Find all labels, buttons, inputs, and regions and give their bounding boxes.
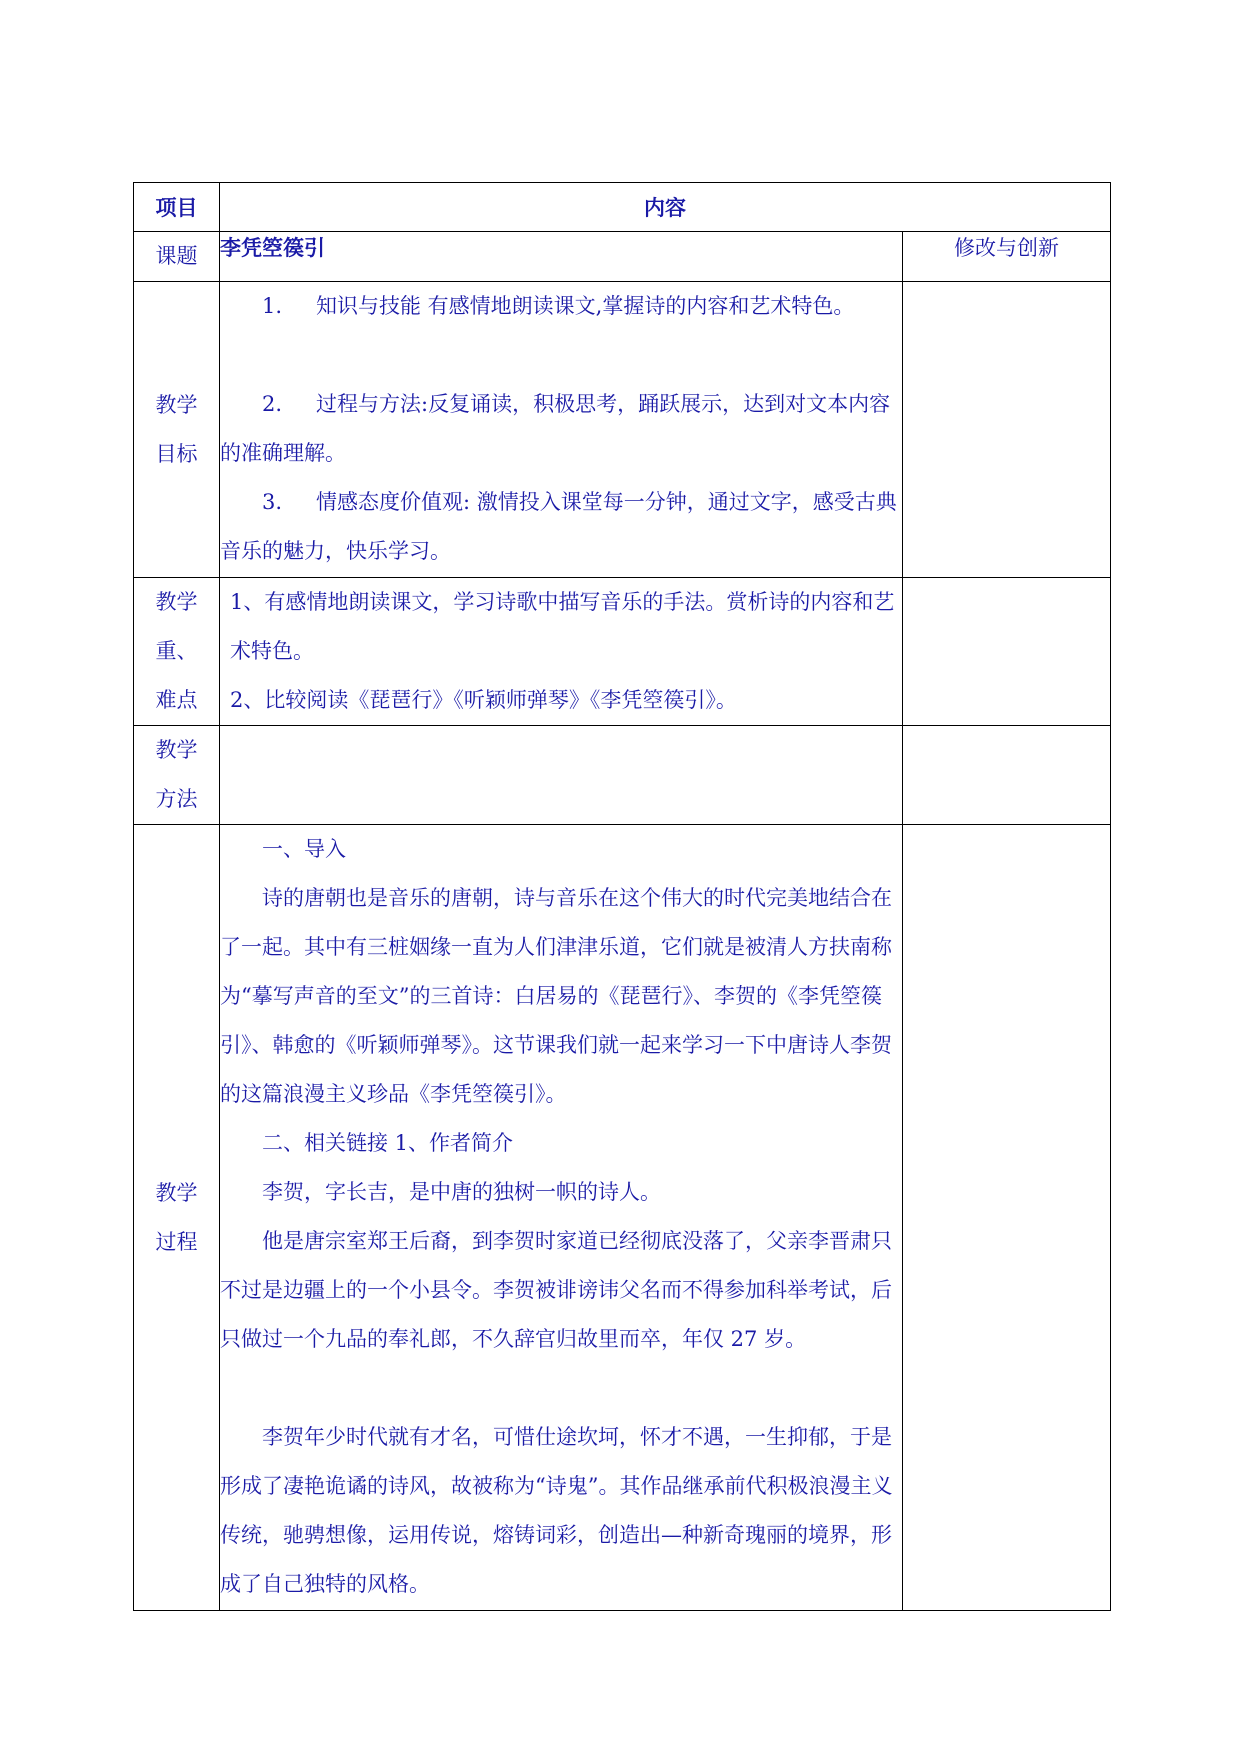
keypoint-item: 1、有感情地朗读课文，学习诗歌中描写音乐的手法。赏析诗的内容和艺术特色。 bbox=[230, 590, 895, 663]
goal-item: 3. 情感态度价值观: 激情投入课堂每一分钟，通过文字，感受古典音乐的魅力，快乐学习。 bbox=[220, 490, 897, 563]
keypoints-content bbox=[220, 578, 903, 726]
header-row bbox=[134, 183, 1111, 232]
lesson-title: 李凭箜篌引 bbox=[220, 232, 903, 282]
process-label: 教学 过程 bbox=[134, 825, 220, 1611]
modify-header: 修改与创新 bbox=[903, 232, 1111, 282]
goals-label: 教学 目标 bbox=[134, 282, 220, 578]
process-content bbox=[220, 825, 903, 1611]
process-paragraph: 他是唐宗室郑王后裔，到李贺时家道已经彻底没落了，父亲李晋肃只不过是边疆上的一个小县令。李贺被诽谤讳父名而不得参加科举考试，后只做过一个九品的奉礼郎，不久辞官归故里而卒，年仅 27 岁。 bbox=[220, 1229, 892, 1351]
goals-notes bbox=[903, 282, 1111, 578]
process-heading: 一、导入 bbox=[262, 837, 346, 861]
goals-row bbox=[134, 282, 1111, 578]
process-row bbox=[134, 825, 1111, 1611]
method-notes bbox=[903, 726, 1111, 825]
process-paragraph: 诗的唐朝也是音乐的唐朝，诗与音乐在这个伟大的时代完美地结合在了一起。其中有三桩姻缘一直为人们津津乐道，它们就是被清人方扶南称为“摹写声音的至文”的三首诗：白居易的《琵琶行》、李贺的《李凭箜篌引》、韩愈的《听颖师弹琴》。这节课我们就一起来学习一下中唐诗人李贺的这篇浪漫主义珍品《李凭箜篌引》。 bbox=[220, 886, 892, 1106]
method-row bbox=[134, 726, 1111, 825]
keypoint-item: 2、比较阅读《琵琶行》《听颖师弹琴》《李凭箜篌引》。 bbox=[230, 688, 737, 712]
lesson-plan-table bbox=[133, 182, 1111, 1611]
process-notes bbox=[903, 825, 1111, 1611]
title-label: 课题 bbox=[134, 232, 220, 282]
keypoints-row bbox=[134, 578, 1111, 726]
process-paragraph: 李贺，字长吉，是中唐的独树一帜的诗人。 bbox=[262, 1180, 661, 1204]
goals-content bbox=[220, 282, 903, 578]
header-content: 内容 bbox=[220, 183, 1111, 232]
title-row bbox=[134, 232, 1111, 282]
keypoints-notes bbox=[903, 578, 1111, 726]
keypoints-label: 教学 重、 难点 bbox=[134, 578, 220, 726]
process-heading: 二、相关链接 1、作者简介 bbox=[262, 1131, 514, 1155]
method-label: 教学 方法 bbox=[134, 726, 220, 825]
goal-item: 1. 知识与技能 有感情地朗读课文,掌握诗的内容和艺术特色。 bbox=[262, 294, 855, 318]
process-paragraph: 李贺年少时代就有才名，可惜仕途坎坷，怀才不遇，一生抑郁，于是形成了凄艳诡谲的诗风，故被称为“诗鬼”。其作品继承前代积极浪漫主义传统，驰骋想像，运用传说，熔铸词彩，创造出—种新奇瑰丽的境界，形成了自己独特的风格。 bbox=[220, 1425, 893, 1596]
goal-item: 2. 过程与方法:反复诵读，积极思考，踊跃展示，达到对文本内容的准确理解。 bbox=[220, 392, 891, 465]
header-item: 项目 bbox=[134, 183, 220, 232]
method-content bbox=[220, 726, 903, 825]
